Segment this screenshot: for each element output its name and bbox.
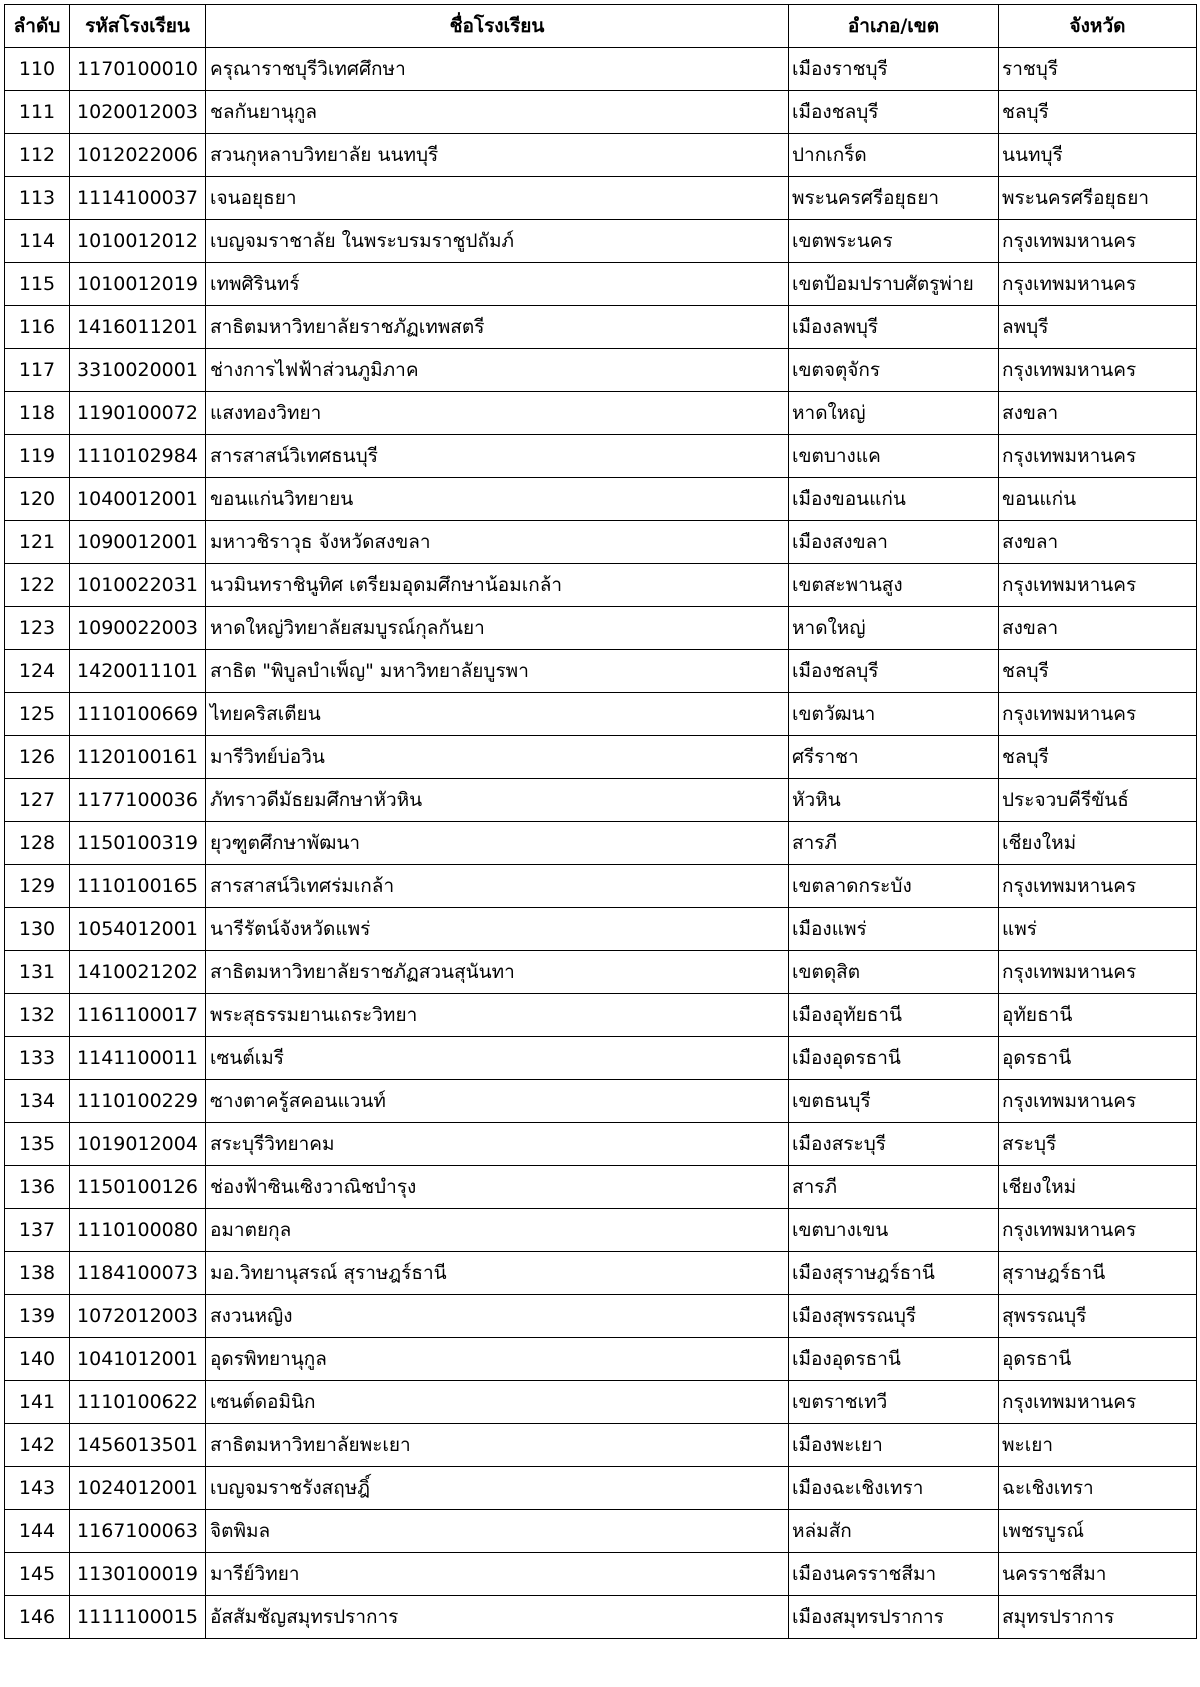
cell-school-code: 1020012003 xyxy=(70,91,206,134)
cell-school-code: 1184100073 xyxy=(70,1252,206,1295)
cell-school-name: นวมินทราชินูทิศ เตรียมอุดมศึกษาน้อมเกล้า xyxy=(206,564,789,607)
cell-school-name: ชลกันยานุกูล xyxy=(206,91,789,134)
cell-no: 121 xyxy=(5,521,70,564)
cell-school-code: 1012022006 xyxy=(70,134,206,177)
cell-school-code: 1141100011 xyxy=(70,1037,206,1080)
cell-school-code: 1054012001 xyxy=(70,908,206,951)
table-row xyxy=(5,1252,1197,1295)
header-school-name: ชื่อโรงเรียน xyxy=(206,5,789,48)
cell-school-code: 1456013501 xyxy=(70,1424,206,1467)
table-row xyxy=(5,822,1197,865)
cell-no: 115 xyxy=(5,263,70,306)
cell-school-code: 1177100036 xyxy=(70,779,206,822)
cell-district: เมืองฉะเชิงเทรา xyxy=(789,1467,999,1510)
header-school-code: รหัสโรงเรียน xyxy=(70,5,206,48)
cell-district: หาดใหญ่ xyxy=(789,607,999,650)
header-district: อำเภอ/เขต xyxy=(789,5,999,48)
cell-school-name: อมาตยกุล xyxy=(206,1209,789,1252)
cell-school-code: 1110100622 xyxy=(70,1381,206,1424)
cell-no: 114 xyxy=(5,220,70,263)
cell-school-code: 1190100072 xyxy=(70,392,206,435)
cell-province: กรุงเทพมหานคร xyxy=(999,951,1197,994)
cell-no: 112 xyxy=(5,134,70,177)
cell-district: หัวหิน xyxy=(789,779,999,822)
cell-district: เขตราชเทวี xyxy=(789,1381,999,1424)
cell-province: ชลบุรี xyxy=(999,91,1197,134)
cell-school-name: เบญจมราชาลัย ในพระบรมราชูปถัมภ์ xyxy=(206,220,789,263)
table-row xyxy=(5,951,1197,994)
cell-no: 126 xyxy=(5,736,70,779)
cell-no: 136 xyxy=(5,1166,70,1209)
cell-school-code: 1170100010 xyxy=(70,48,206,91)
cell-school-code: 1410021202 xyxy=(70,951,206,994)
table-row xyxy=(5,306,1197,349)
cell-no: 137 xyxy=(5,1209,70,1252)
cell-school-code: 1110100080 xyxy=(70,1209,206,1252)
cell-district: เมืองราชบุรี xyxy=(789,48,999,91)
cell-province: ราชบุรี xyxy=(999,48,1197,91)
cell-no: 141 xyxy=(5,1381,70,1424)
cell-school-code: 1161100017 xyxy=(70,994,206,1037)
cell-no: 122 xyxy=(5,564,70,607)
cell-school-code: 1024012001 xyxy=(70,1467,206,1510)
cell-no: 113 xyxy=(5,177,70,220)
cell-school-name: นารีรัตน์จังหวัดแพร่ xyxy=(206,908,789,951)
cell-no: 111 xyxy=(5,91,70,134)
cell-district: เขตธนบุรี xyxy=(789,1080,999,1123)
cell-school-name: ขอนแก่นวิทยายน xyxy=(206,478,789,521)
cell-district: เขตจตุจักร xyxy=(789,349,999,392)
cell-school-code: 1041012001 xyxy=(70,1338,206,1381)
cell-district: เมืองนครราชสีมา xyxy=(789,1553,999,1596)
table-row xyxy=(5,48,1197,91)
cell-province: กรุงเทพมหานคร xyxy=(999,1080,1197,1123)
cell-school-name: ครุณาราชบุรีวิเทศศึกษา xyxy=(206,48,789,91)
cell-province: เชียงใหม่ xyxy=(999,1166,1197,1209)
cell-district: เขตป้อมปราบศัตรูพ่าย xyxy=(789,263,999,306)
cell-province: อุดรธานี xyxy=(999,1037,1197,1080)
cell-school-code: 3310020001 xyxy=(70,349,206,392)
table-row xyxy=(5,1338,1197,1381)
cell-no: 117 xyxy=(5,349,70,392)
cell-province: ลพบุรี xyxy=(999,306,1197,349)
table-row xyxy=(5,91,1197,134)
cell-province: พะเยา xyxy=(999,1424,1197,1467)
table-row xyxy=(5,521,1197,564)
table-row xyxy=(5,1295,1197,1338)
cell-province: กรุงเทพมหานคร xyxy=(999,349,1197,392)
cell-province: กรุงเทพมหานคร xyxy=(999,263,1197,306)
cell-school-code: 1072012003 xyxy=(70,1295,206,1338)
cell-district: เมืองชลบุรี xyxy=(789,91,999,134)
cell-district: พระนครศรีอยุธยา xyxy=(789,177,999,220)
cell-province: แพร่ xyxy=(999,908,1197,951)
table-row xyxy=(5,693,1197,736)
cell-school-code: 1010012012 xyxy=(70,220,206,263)
header-no: ลำดับ xyxy=(5,5,70,48)
cell-school-name: ยุวฑูตศึกษาพัฒนา xyxy=(206,822,789,865)
cell-school-name: สาธิตมหาวิทยาลัยพะเยา xyxy=(206,1424,789,1467)
cell-province: เชียงใหม่ xyxy=(999,822,1197,865)
cell-province: ชลบุรี xyxy=(999,650,1197,693)
cell-district: เขตสะพานสูง xyxy=(789,564,999,607)
cell-school-code: 1040012001 xyxy=(70,478,206,521)
table-row xyxy=(5,1467,1197,1510)
table-row xyxy=(5,564,1197,607)
cell-school-code: 1010012019 xyxy=(70,263,206,306)
cell-province: กรุงเทพมหานคร xyxy=(999,220,1197,263)
cell-no: 134 xyxy=(5,1080,70,1123)
cell-no: 123 xyxy=(5,607,70,650)
cell-province: เพชรบูรณ์ xyxy=(999,1510,1197,1553)
cell-school-name: สวนกุหลาบวิทยาลัย นนทบุรี xyxy=(206,134,789,177)
cell-school-name: เบญจมราชรังสฤษฎิ์ xyxy=(206,1467,789,1510)
cell-school-code: 1110100229 xyxy=(70,1080,206,1123)
table-row xyxy=(5,1553,1197,1596)
cell-no: 140 xyxy=(5,1338,70,1381)
cell-province: อุดรธานี xyxy=(999,1338,1197,1381)
cell-district: เขตพระนคร xyxy=(789,220,999,263)
table-row xyxy=(5,478,1197,521)
cell-no: 116 xyxy=(5,306,70,349)
cell-district: เมืองสุราษฎร์ธานี xyxy=(789,1252,999,1295)
cell-school-code: 1167100063 xyxy=(70,1510,206,1553)
cell-province: กรุงเทพมหานคร xyxy=(999,693,1197,736)
cell-district: เมืองลพบุรี xyxy=(789,306,999,349)
table-row xyxy=(5,1037,1197,1080)
cell-school-name: สาธิต "พิบูลบำเพ็ญ" มหาวิทยาลัยบูรพา xyxy=(206,650,789,693)
cell-school-name: เจนอยุธยา xyxy=(206,177,789,220)
cell-province: ฉะเชิงเทรา xyxy=(999,1467,1197,1510)
cell-district: เมืองอุทัยธานี xyxy=(789,994,999,1037)
table-row xyxy=(5,1424,1197,1467)
cell-no: 127 xyxy=(5,779,70,822)
cell-school-code: 1150100126 xyxy=(70,1166,206,1209)
cell-district: เมืองแพร่ xyxy=(789,908,999,951)
cell-school-name: ซางตาครู้สคอนแวนท์ xyxy=(206,1080,789,1123)
table-row xyxy=(5,220,1197,263)
cell-no: 139 xyxy=(5,1295,70,1338)
cell-district: เมืองขอนแก่น xyxy=(789,478,999,521)
cell-district: เมืองชลบุรี xyxy=(789,650,999,693)
school-table xyxy=(4,4,1197,1639)
cell-district: เมืองสระบุรี xyxy=(789,1123,999,1166)
cell-no: 144 xyxy=(5,1510,70,1553)
cell-no: 145 xyxy=(5,1553,70,1596)
table-row xyxy=(5,607,1197,650)
cell-school-code: 1090012001 xyxy=(70,521,206,564)
cell-no: 135 xyxy=(5,1123,70,1166)
cell-no: 146 xyxy=(5,1596,70,1639)
cell-province: สุพรรณบุรี xyxy=(999,1295,1197,1338)
cell-school-name: ภัทราวดีมัธยมศึกษาหัวหิน xyxy=(206,779,789,822)
cell-no: 132 xyxy=(5,994,70,1037)
cell-school-name: แสงทองวิทยา xyxy=(206,392,789,435)
cell-district: เขตบางแค xyxy=(789,435,999,478)
cell-no: 133 xyxy=(5,1037,70,1080)
cell-school-name: มอ.วิทยานุสรณ์ สุราษฎร์ธานี xyxy=(206,1252,789,1295)
cell-province: กรุงเทพมหานคร xyxy=(999,1381,1197,1424)
cell-school-name: สระบุรีวิทยาคม xyxy=(206,1123,789,1166)
table-row xyxy=(5,736,1197,779)
cell-school-code: 1110100165 xyxy=(70,865,206,908)
table-row xyxy=(5,650,1197,693)
cell-district: เขตวัฒนา xyxy=(789,693,999,736)
cell-school-code: 1110102984 xyxy=(70,435,206,478)
table-row xyxy=(5,392,1197,435)
cell-province: สงขลา xyxy=(999,521,1197,564)
cell-school-code: 1010022031 xyxy=(70,564,206,607)
cell-school-code: 1150100319 xyxy=(70,822,206,865)
table-row xyxy=(5,865,1197,908)
cell-school-code: 1019012004 xyxy=(70,1123,206,1166)
cell-school-code: 1416011201 xyxy=(70,306,206,349)
cell-school-name: หาดใหญ่วิทยาลัยสมบูรณ์กุลกันยา xyxy=(206,607,789,650)
cell-province: สระบุรี xyxy=(999,1123,1197,1166)
cell-district: เขตลาดกระบัง xyxy=(789,865,999,908)
cell-province: ประจวบคีรีขันธ์ xyxy=(999,779,1197,822)
cell-district: สารภี xyxy=(789,822,999,865)
table-row xyxy=(5,1596,1197,1639)
table-row xyxy=(5,908,1197,951)
table-row xyxy=(5,263,1197,306)
table-row xyxy=(5,994,1197,1037)
cell-province: สมุทรปราการ xyxy=(999,1596,1197,1639)
cell-school-name: ช่างการไฟฟ้าส่วนภูมิภาค xyxy=(206,349,789,392)
table-row xyxy=(5,177,1197,220)
cell-no: 138 xyxy=(5,1252,70,1295)
table-row xyxy=(5,435,1197,478)
table-row xyxy=(5,1080,1197,1123)
cell-school-code: 1120100161 xyxy=(70,736,206,779)
cell-province: กรุงเทพมหานคร xyxy=(999,1209,1197,1252)
cell-school-name: เซนต์ดอมินิก xyxy=(206,1381,789,1424)
cell-province: ขอนแก่น xyxy=(999,478,1197,521)
cell-province: สงขลา xyxy=(999,607,1197,650)
cell-school-name: มารีวิทย์บ่อวิน xyxy=(206,736,789,779)
cell-district: เมืองสงขลา xyxy=(789,521,999,564)
cell-district: เมืองอุดรธานี xyxy=(789,1037,999,1080)
table-row xyxy=(5,1381,1197,1424)
cell-no: 118 xyxy=(5,392,70,435)
header-row xyxy=(5,5,1197,48)
table-row xyxy=(5,349,1197,392)
table-row xyxy=(5,1209,1197,1252)
cell-district: เขตดุสิต xyxy=(789,951,999,994)
table-row xyxy=(5,779,1197,822)
header-province: จังหวัด xyxy=(999,5,1197,48)
cell-school-name: อุดรพิทยานุกูล xyxy=(206,1338,789,1381)
table-header xyxy=(5,5,1197,48)
cell-no: 119 xyxy=(5,435,70,478)
cell-school-name: สงวนหญิง xyxy=(206,1295,789,1338)
cell-district: เมืองสุพรรณบุรี xyxy=(789,1295,999,1338)
cell-school-code: 1420011101 xyxy=(70,650,206,693)
cell-school-name: สาธิตมหาวิทยาลัยราชภัฏเทพสตรี xyxy=(206,306,789,349)
cell-district: ศรีราชา xyxy=(789,736,999,779)
cell-school-name: มารีย์วิทยา xyxy=(206,1553,789,1596)
cell-no: 110 xyxy=(5,48,70,91)
cell-district: สารภี xyxy=(789,1166,999,1209)
cell-school-name: เทพศิรินทร์ xyxy=(206,263,789,306)
cell-school-name: จิตพิมล xyxy=(206,1510,789,1553)
cell-school-code: 1110100669 xyxy=(70,693,206,736)
cell-district: เมืองพะเยา xyxy=(789,1424,999,1467)
cell-district: เมืองอุดรธานี xyxy=(789,1338,999,1381)
cell-province: พระนครศรีอยุธยา xyxy=(999,177,1197,220)
cell-no: 143 xyxy=(5,1467,70,1510)
cell-school-name: มหาวชิราวุธ จังหวัดสงขลา xyxy=(206,521,789,564)
cell-province: ชลบุรี xyxy=(999,736,1197,779)
cell-no: 142 xyxy=(5,1424,70,1467)
cell-school-name: อัสสัมชัญสมุทรปราการ xyxy=(206,1596,789,1639)
cell-no: 131 xyxy=(5,951,70,994)
cell-no: 125 xyxy=(5,693,70,736)
table-row xyxy=(5,1123,1197,1166)
cell-no: 124 xyxy=(5,650,70,693)
cell-school-code: 1090022003 xyxy=(70,607,206,650)
cell-no: 130 xyxy=(5,908,70,951)
table-row xyxy=(5,1510,1197,1553)
cell-school-name: สารสาสน์วิเทศธนบุรี xyxy=(206,435,789,478)
school-list-sheet xyxy=(4,4,1196,1639)
cell-province: นนทบุรี xyxy=(999,134,1197,177)
cell-no: 120 xyxy=(5,478,70,521)
cell-district: หล่มสัก xyxy=(789,1510,999,1553)
cell-province: อุทัยธานี xyxy=(999,994,1197,1037)
table-row xyxy=(5,1166,1197,1209)
cell-province: กรุงเทพมหานคร xyxy=(999,435,1197,478)
cell-district: ปากเกร็ด xyxy=(789,134,999,177)
table-row xyxy=(5,134,1197,177)
cell-district: หาดใหญ่ xyxy=(789,392,999,435)
cell-district: เขตบางเขน xyxy=(789,1209,999,1252)
cell-province: สงขลา xyxy=(999,392,1197,435)
cell-province: สุราษฎร์ธานี xyxy=(999,1252,1197,1295)
cell-school-name: ช่องฟ้าซินเซิงวาณิชบำรุง xyxy=(206,1166,789,1209)
cell-school-name: ไทยคริสเตียน xyxy=(206,693,789,736)
cell-province: นครราชสีมา xyxy=(999,1553,1197,1596)
cell-school-code: 1130100019 xyxy=(70,1553,206,1596)
cell-school-code: 1114100037 xyxy=(70,177,206,220)
cell-school-name: พระสุธรรมยานเถระวิทยา xyxy=(206,994,789,1037)
table-body xyxy=(5,48,1197,1639)
cell-school-code: 1111100015 xyxy=(70,1596,206,1639)
cell-no: 129 xyxy=(5,865,70,908)
cell-province: กรุงเทพมหานคร xyxy=(999,564,1197,607)
cell-province: กรุงเทพมหานคร xyxy=(999,865,1197,908)
cell-school-name: เซนต์เมรี xyxy=(206,1037,789,1080)
cell-district: เมืองสมุทรปราการ xyxy=(789,1596,999,1639)
cell-school-name: สาธิตมหาวิทยาลัยราชภัฏสวนสุนันทา xyxy=(206,951,789,994)
cell-no: 128 xyxy=(5,822,70,865)
cell-school-name: สารสาสน์วิเทศร่มเกล้า xyxy=(206,865,789,908)
